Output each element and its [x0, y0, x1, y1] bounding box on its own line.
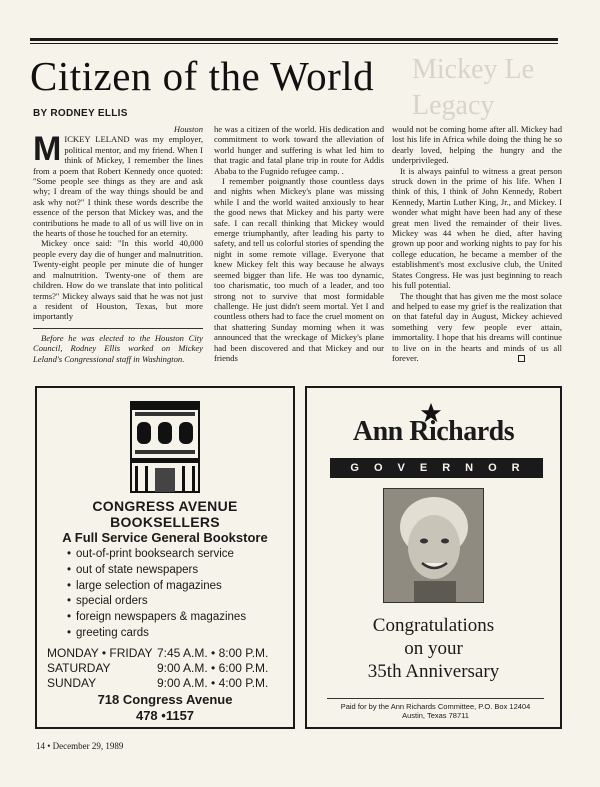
top-rule-thin	[30, 43, 558, 44]
paragraph: would not be coming home after all. Mickey had lost his life in Africa while doing the thing he so dearly loved, helping the hungry and the underprivileged.	[392, 124, 562, 166]
article-byline: BY RODNEY ELLIS	[33, 108, 128, 119]
list-item: • special orders	[67, 594, 246, 610]
article-column-2	[214, 124, 384, 363]
list-item: • out of state newspapers	[67, 563, 246, 579]
services-list	[67, 547, 246, 642]
list-item: • greeting cards	[67, 626, 246, 642]
store-tagline: A Full Service General Bookstore	[62, 530, 268, 545]
paragraph: The thought that has given me the most solace and helped to ease my grief is the realization that on that fateful day in August, Mickey achieved something very few people ever attain, immortality. I hope that his dreams will continue to live on in the hearts and minds of us all forever.	[392, 290, 562, 363]
paragraph: I remember poignantly those countless days and nights when Mickey's plane was missing while I and the world waited anxiously to hear the good news that Mickey and his party were safe. I can recall thinking that Mickey would emerge triumphantly, after leading his party to safety, and tell us colorful stories of spending the night in some remote village. Everyone that knew Mickey felt this way because he always seemed bigger than life. He was too dynamic, too charismatic, too much of a leader, and too strong not to survive that most formidable challenge. He just didn't seem mortal. Yet I and countless others had to face the cruel moment on that shattering Sunday morning when it was announced that the wreckage of Mickey's plane had been discovered and that Mickey and our friends	[214, 176, 384, 363]
page-folio: 14 • December 29, 1989	[36, 741, 124, 751]
office-banner: GOVERNOR	[330, 458, 543, 478]
store-name-line-2: BOOKSELLERS	[110, 514, 220, 530]
article-column-3	[392, 124, 562, 363]
paragraph: Mickey once said: "In this world 40,000 people every day die of hunger and malnutrition. Twenty-eight people per minute die of hunger and malnutrition. Twenty-one of them are children. How do we translate that into political terms?" Mickey always said that he was not just a resident of Houston, Texas, but more importantly	[33, 238, 203, 322]
paid-for-disclaimer: Paid for by the Ann Richards Committee, P.O. Box 12404 Austin, Texas 78711	[327, 698, 544, 720]
portrait-illustration-icon	[384, 489, 484, 603]
end-mark-icon	[518, 355, 525, 362]
store-hours	[47, 646, 268, 691]
list-item: • foreign newspapers & magazines	[67, 610, 246, 626]
drop-cap: M	[33, 130, 62, 169]
bookstore-ad	[35, 386, 295, 729]
paragraph: It is always painful to witness a great person struck down in the prime of his life. When I think of this, I think of John Kennedy, Robert Kennedy, Martin Luther King, Jr., and Mickey. I wonder what might have been had any of these great men lived the remainder of their lives. Mickey was 44 when he died, after having grown up poor and working nights to pay for his college education, he became a member of the establishment's most exclusive club, the United States Congress. He was just beginning to reach his full potential.	[392, 165, 562, 291]
candidate-portrait	[383, 488, 484, 603]
article-column-1	[33, 124, 203, 364]
hours-row: MONDAY • FRIDAY 7:45 A.M. • 8:00 P.M.	[47, 646, 269, 660]
hours-row: SATURDAY 9:00 A.M. • 6:00 P.M.	[47, 661, 269, 675]
list-item: • large selection of magazines	[67, 579, 246, 595]
author-note: Before he was elected to the Houston City Council, Rodney Ellis worked on Mickey Leland's Congressional staff in Washington.	[33, 328, 203, 364]
candidate-name: Ann Richards	[352, 416, 515, 447]
store-phone: 478 •1157	[135, 708, 195, 723]
hours-row: SUNDAY 9:00 A.M. • 4:00 P.M.	[47, 676, 269, 690]
bleed-through-text: Mickey Le Legacy	[412, 54, 535, 121]
ann-richards-ad	[305, 386, 562, 729]
congratulations-message: Congratulations on your 35th Anniversary	[367, 615, 500, 682]
list-item: • out-of-print booksearch service	[67, 547, 246, 563]
top-rule	[30, 38, 558, 41]
storefront-illustration-icon	[129, 398, 201, 494]
dateline: Houston	[173, 124, 203, 134]
paragraph: he was a citizen of the world. His dedication and commitment to work toward the alleviation of world hunger and suffering is what led him to that tragic and fatal plane trip in route for Addis Ababa to the Fugnido refugee camp. .	[214, 124, 384, 176]
store-address: 718 Congress Avenue 478 •1157	[37, 692, 293, 724]
article-title: Citizen of the World	[30, 53, 375, 99]
store-name-line-1: CONGRESS AVENUE	[92, 498, 238, 514]
paragraph: MICKEY LELAND was my employer, political mentor, and my friend. When I think of Mickey, I remember the lines from a poem that Robert Kennedy once quoted: "Some people see things as they are and ask why; I dream of the way things should be and ask why not?" I think these words describe the essence of the person that Mickey was, and the contributions he made to all of us will live on in the hearts of those he touched for an eternity.	[33, 130, 203, 239]
